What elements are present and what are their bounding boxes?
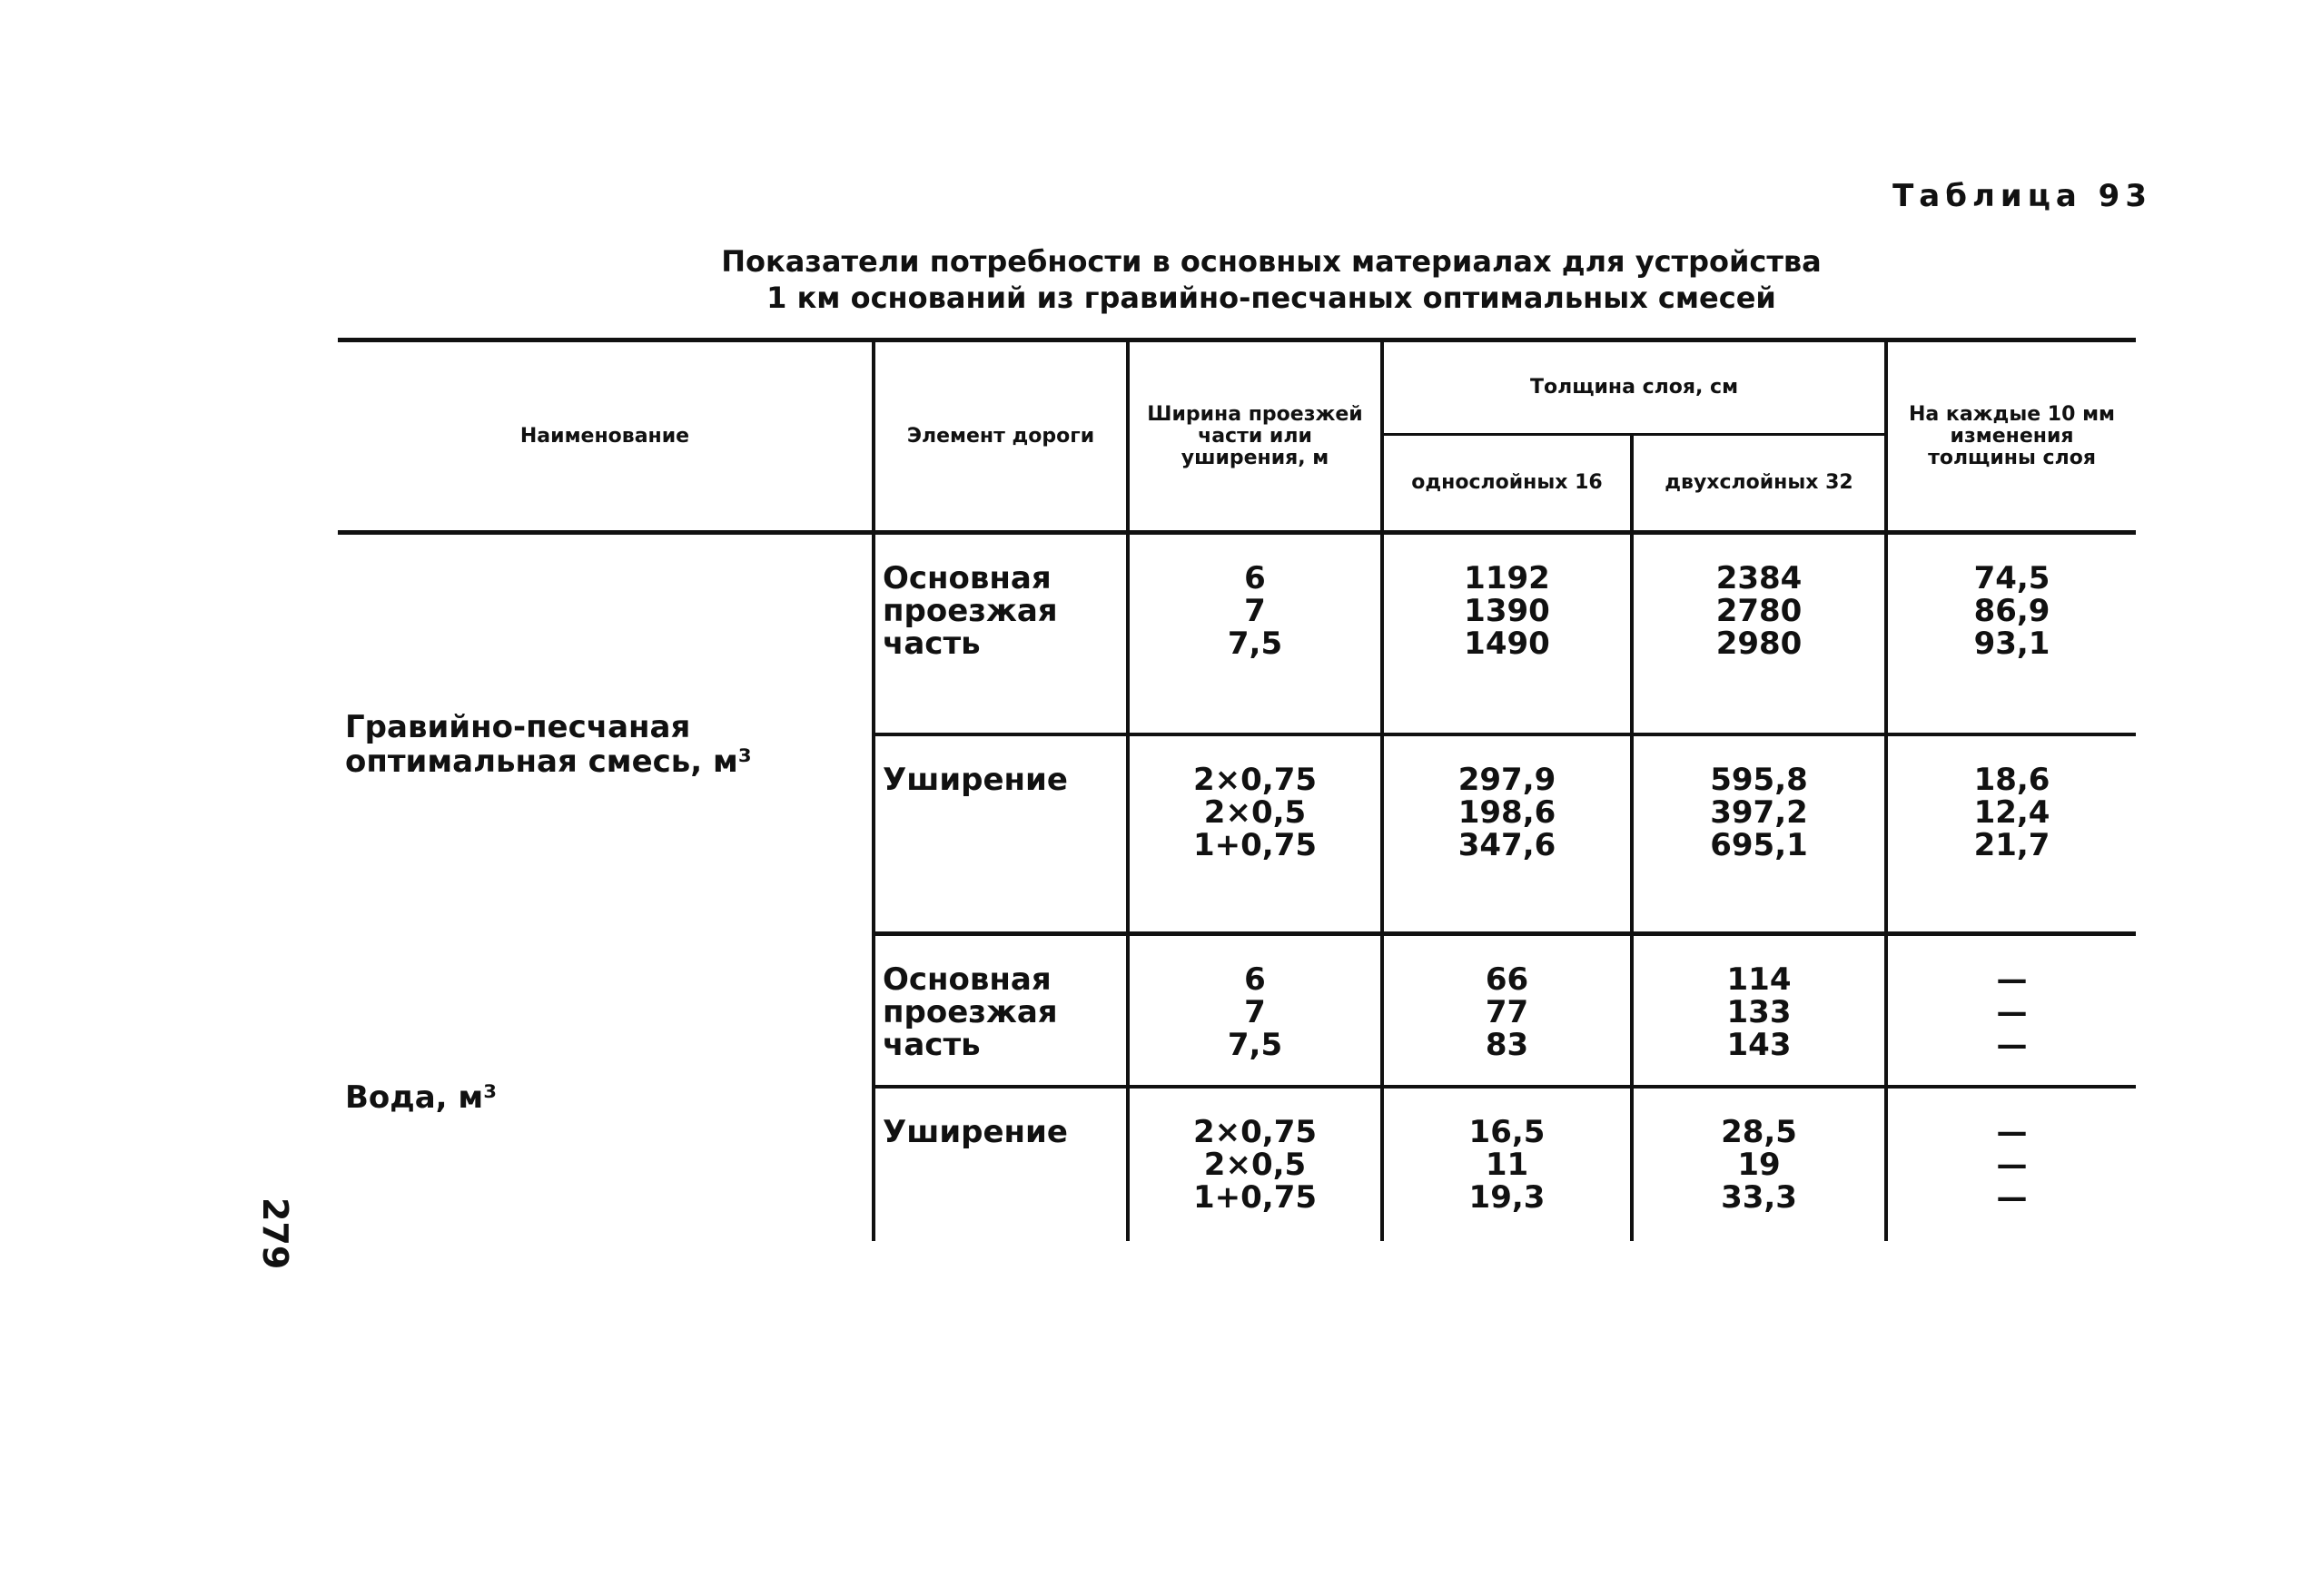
- title-line-1: Показатели потребности в основных материалах для устройства: [721, 244, 1822, 279]
- per-10mm-values: 74,5 86,9 93,1: [1973, 560, 2050, 662]
- material-name: Гравийно-песчаная оптимальная смесь, м³: [345, 708, 752, 780]
- road-element: Основная проезжая часть: [883, 560, 1058, 662]
- header-width: Ширина проезжей части или уширения, м: [1128, 340, 1382, 533]
- per-10mm-values: 18,6 12,4 21,7: [1973, 761, 2050, 863]
- road-element: Основная проезжая часть: [883, 961, 1058, 1063]
- road-element: Уширение: [883, 1113, 1068, 1150]
- per-10mm-cell: [1886, 533, 2136, 734]
- double-layer-values: 2384 2780 2980: [1715, 560, 1803, 662]
- single-layer-cell: [1382, 734, 1632, 934]
- per-10mm-cell: [1886, 734, 2136, 934]
- road-element: Уширение: [883, 761, 1068, 798]
- width-values: 6 7 7,5: [1227, 961, 1283, 1063]
- road-element-cell: [874, 734, 1128, 934]
- double-layer-values: 114 133 143: [1726, 961, 1792, 1063]
- width-values: 6 7 7,5: [1227, 560, 1283, 662]
- header-single-layer: однослойных 16: [1382, 435, 1632, 533]
- header-per-10mm: На каждые 10 мм изменения толщины слоя: [1886, 340, 2136, 533]
- single-layer-cell: [1382, 934, 1632, 1087]
- road-element-cell: [874, 934, 1128, 1087]
- width-cell: [1128, 1087, 1382, 1241]
- single-layer-values: 297,9 198,6 347,6: [1457, 761, 1556, 863]
- material-name: Вода, м³: [345, 1079, 498, 1116]
- table-row: [338, 934, 2136, 1087]
- double-layer-cell: [1632, 734, 1886, 934]
- per-10mm-values: — — —: [1996, 961, 2028, 1063]
- table-row: [338, 533, 2136, 734]
- double-layer-values: 595,8 397,2 695,1: [1710, 761, 1808, 863]
- road-element-cell: [874, 1087, 1128, 1241]
- header-name: Наименование: [338, 340, 874, 533]
- width-values: 2×0,75 2×0,5 1+0,75: [1192, 761, 1318, 863]
- header-element: Элемент дороги: [874, 340, 1128, 533]
- double-layer-cell: [1632, 934, 1886, 1087]
- single-layer-values: 1192 1390 1490: [1464, 560, 1550, 662]
- double-layer-cell: [1632, 533, 1886, 734]
- double-layer-values: 28,5 19 33,3: [1721, 1113, 1797, 1216]
- materials-table-wrapper: [338, 338, 2136, 1241]
- single-layer-values: 66 77 83: [1485, 961, 1529, 1063]
- header-thickness: Толщина слоя, см: [1382, 340, 1886, 435]
- per-10mm-cell: [1886, 934, 2136, 1087]
- width-cell: [1128, 533, 1382, 734]
- per-10mm-values: — — —: [1996, 1113, 2028, 1216]
- width-values: 2×0,75 2×0,5 1+0,75: [1192, 1113, 1318, 1216]
- page-number: 279: [255, 1197, 295, 1270]
- road-element-cell: [874, 533, 1128, 734]
- single-layer-cell: [1382, 533, 1632, 734]
- width-cell: [1128, 934, 1382, 1087]
- material-name-cell: [338, 934, 874, 1241]
- materials-table: [338, 338, 2136, 1241]
- header-row-1: [338, 340, 2136, 435]
- material-name-cell: [338, 533, 874, 934]
- single-layer-cell: [1382, 1087, 1632, 1241]
- title-line-2: 1 км оснований из гравийно-песчаных оптимальных смесей: [766, 281, 1776, 315]
- table-number-label: Таблица 93: [1892, 178, 2152, 214]
- width-cell: [1128, 734, 1382, 934]
- table-title: [636, 243, 1907, 316]
- single-layer-values: 16,5 11 19,3: [1468, 1113, 1546, 1216]
- header-double-layer: двухслойных 32: [1632, 435, 1886, 533]
- per-10mm-cell: [1886, 1087, 2136, 1241]
- double-layer-cell: [1632, 1087, 1886, 1241]
